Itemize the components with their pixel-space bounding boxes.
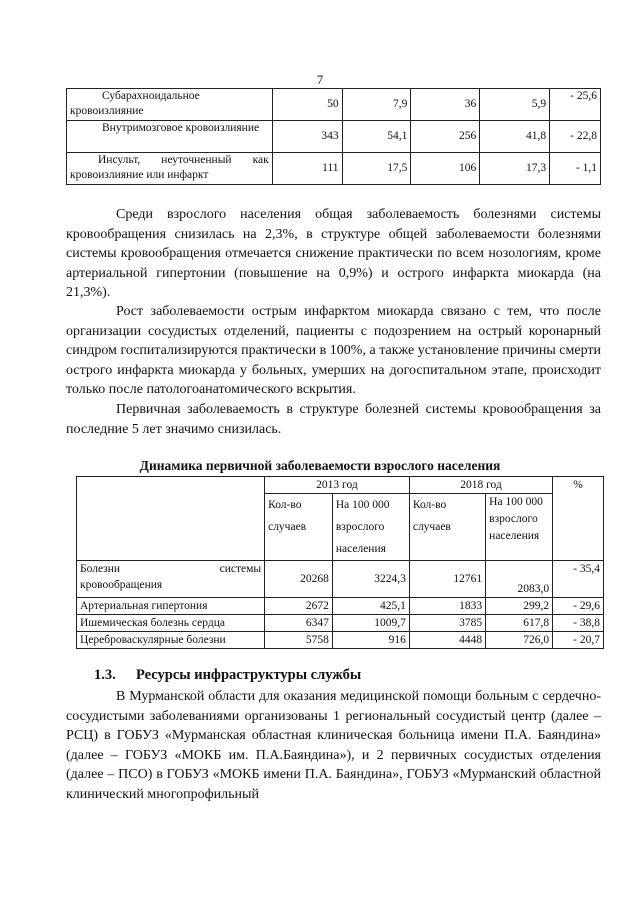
- cell: 12761: [409, 561, 485, 598]
- section-heading: [94, 667, 361, 684]
- cell: 5,9: [480, 89, 550, 121]
- cell: 3224,3: [332, 561, 409, 598]
- section-number: 1.3.: [94, 667, 116, 683]
- cell: - 25,6: [550, 89, 601, 121]
- paragraph: Среди взрослого населения общая заболеваемость болезнями системы кровообращения снизилась на 2,3%, в структуре общей заболеваемости болезнями системы кровообращения отмечается снижение практически по всем нозологиям, кроме артериальной гипертонии (повышение на 0,9%) и острого инфаркта миокарда (на 21,3%).: [66, 207, 601, 300]
- header-cell: На 100 000 взрослого населения: [332, 494, 409, 561]
- table-row: [77, 598, 604, 615]
- cell: 36: [411, 89, 480, 121]
- cell: 916: [332, 632, 409, 649]
- cell: - 35,4: [553, 561, 604, 598]
- paragraph: Первичная заболеваемость в структуре болезней системы кровообращения за последние 5 лет значимо снизилась.: [66, 402, 601, 437]
- row-label: Субарахноидальное кровоизлияние: [67, 89, 273, 121]
- table-row: [77, 615, 604, 632]
- table-title: Динамика первичной заболеваемости взрослого населения: [139, 458, 501, 473]
- cell: 256: [411, 121, 480, 153]
- row-label: Цереброваскулярные болезни: [77, 632, 265, 649]
- cell: 2083,0: [486, 561, 553, 598]
- cell: 7,9: [342, 89, 411, 121]
- cell: - 29,6: [553, 598, 604, 615]
- row-label: Артериальная гипертония: [77, 598, 265, 615]
- cell: 4448: [409, 632, 485, 649]
- table-row: [77, 561, 604, 598]
- table-row: [67, 153, 601, 185]
- header-cell: 2013 год: [265, 477, 410, 494]
- cell: 20268: [265, 561, 333, 598]
- paragraph: Рост заболеваемости острым инфарктом миокарда связано с тем, что после организации сосудистых отделений, пациенты с подозрением на острый коронарный синдром госпитализируются практически в 100%, а также установление причины смерти острого инфаркта миокарда у больных, умерших на догоспитальном этапе, происходит только после патологоанатомического вскрытия.: [66, 304, 601, 397]
- header-cell: На 100 000 взрослого населения: [486, 494, 553, 561]
- cell: - 38,8: [553, 615, 604, 632]
- cell: 299,2: [486, 598, 553, 615]
- header-cell: Кол-во случаев: [265, 494, 333, 561]
- cell: 50: [272, 89, 342, 121]
- cell: 106: [411, 153, 480, 185]
- header-cell: 2018 год: [409, 477, 552, 494]
- table-header-row: [77, 477, 604, 494]
- table-row: [67, 121, 601, 153]
- cell: 1833: [409, 598, 485, 615]
- page-number: 7: [316, 72, 324, 87]
- cell: 6347: [265, 615, 333, 632]
- cell: 17,5: [342, 153, 411, 185]
- table-row: [67, 89, 601, 121]
- cell: 2672: [265, 598, 333, 615]
- cell: 17,3: [480, 153, 550, 185]
- cell: - 22,8: [550, 121, 601, 153]
- paragraph: В Мурманской области для оказания медицинской помощи больным с сердечно-сосудистыми заболеваниями организованы 1 региональный сосудистый центр (далее – РСЦ) в ГОБУЗ «Мурманская областная клиническая больница имени П.А. Баяндина» (далее – ГОБУЗ «МОКБ им. П.А.Баяндина»), и 2 первичных сосудистых отделения (далее – ПСО) в ГОБУЗ «МОКБ имени П.А. Баяндина», ГОБУЗ «Мурманский областной клинический многопрофильный: [66, 689, 601, 802]
- cell: 617,8: [486, 615, 553, 632]
- cell: 5758: [265, 632, 333, 649]
- row-label: Ишемическая болезнь сердца: [77, 615, 265, 632]
- header-cell: [77, 477, 265, 561]
- stroke-table: [66, 88, 601, 185]
- cell: - 20,7: [553, 632, 604, 649]
- cell: 54,1: [342, 121, 411, 153]
- cell: 1009,7: [332, 615, 409, 632]
- cell: 425,1: [332, 598, 409, 615]
- row-label: Инсульт, неуточненный как кровоизлияние или инфаркт: [67, 153, 273, 185]
- cell: 726,0: [486, 632, 553, 649]
- table-row: [77, 632, 604, 649]
- row-label: Болезни системы кровообращения: [77, 561, 265, 598]
- cell: 111: [272, 153, 342, 185]
- incidence-table: [76, 476, 604, 649]
- header-cell: Кол-во случаев: [409, 494, 485, 561]
- cell: 3785: [409, 615, 485, 632]
- row-label: Внутримозговое кровоизлияние: [67, 121, 273, 153]
- section-title: Ресурсы инфраструктуры службы: [136, 667, 362, 683]
- cell: 343: [272, 121, 342, 153]
- header-cell: %: [553, 477, 604, 561]
- cell: - 1,1: [550, 153, 601, 185]
- cell: 41,8: [480, 121, 550, 153]
